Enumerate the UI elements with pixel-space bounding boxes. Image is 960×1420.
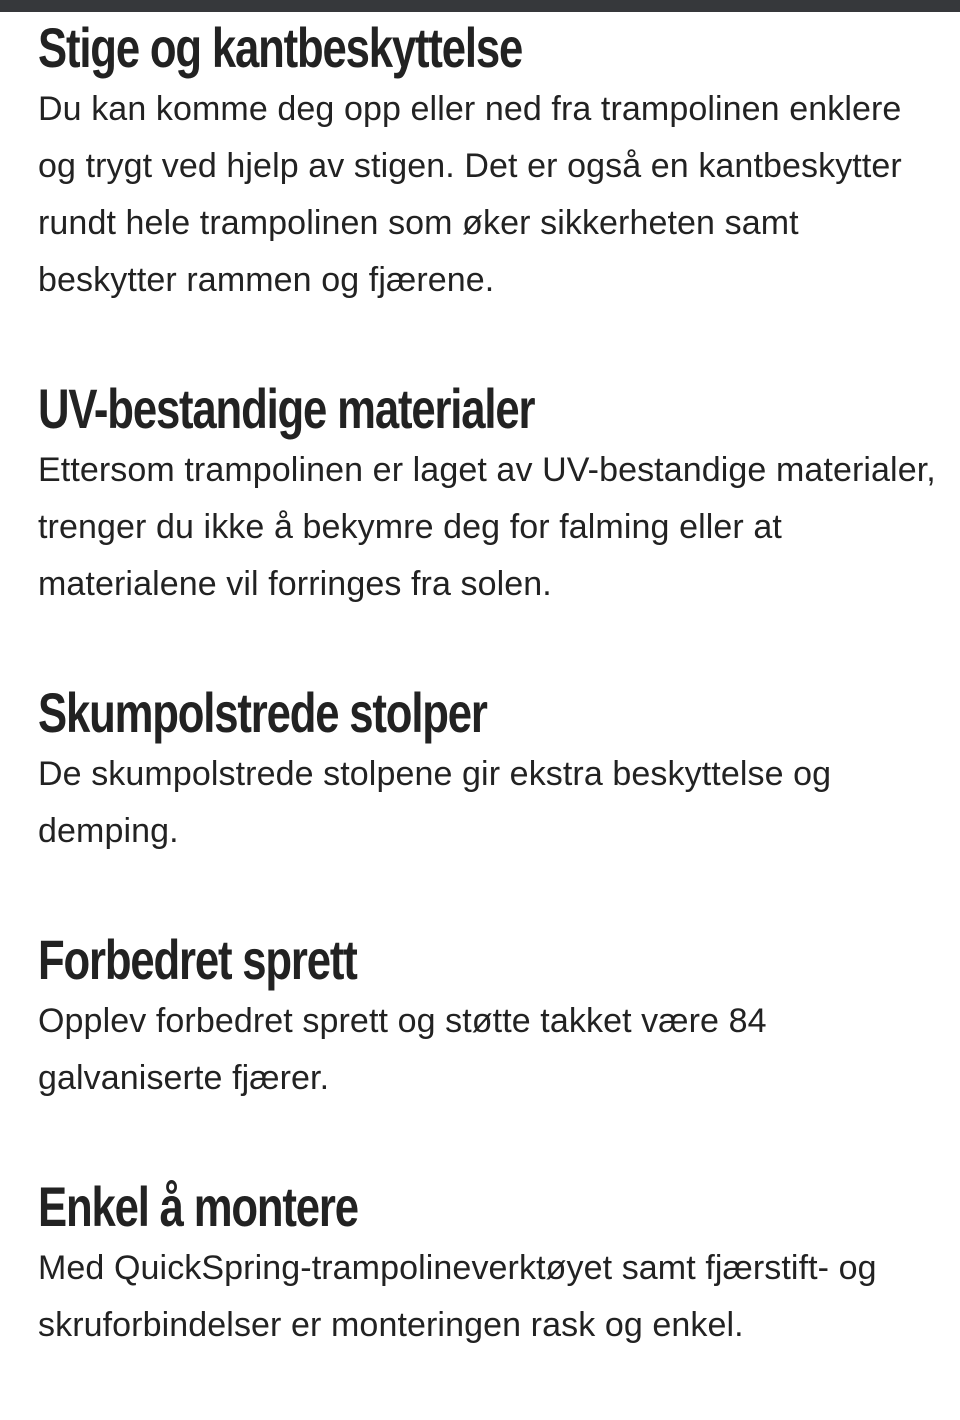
feature-title: Enkel å montere: [38, 1175, 358, 1238]
feature-description: Ettersom trampolinen er laget av UV-bestandige materialer, trenger du ikke å bekymre deg for falming eller at materialene vil forringes fra solen.: [38, 451, 936, 603]
feature-section: [38, 926, 938, 1107]
feature-section: [38, 375, 938, 613]
feature-list: [38, 14, 938, 1420]
feature-section: [38, 1173, 938, 1354]
feature-description: Opplev forbedret sprett og støtte takket være 84 galvaniserte fjærer.: [38, 1002, 767, 1097]
top-bar: [0, 0, 960, 12]
feature-section: [38, 14, 938, 309]
feature-title: Skumpolstrede stolper: [38, 681, 487, 744]
feature-description: Med QuickSpring-trampolineverktøyet samt fjærstift- og skruforbindelser er monteringen rask og enkel.: [38, 1249, 877, 1344]
feature-description: Du kan komme deg opp eller ned fra trampolinen enklere og trygt ved hjelp av stigen. Det er også en kantbeskytter rundt hele trampolinen som øker sikkerheten samt beskytter rammen og fjærene.: [38, 90, 902, 299]
feature-title: Stige og kantbeskyttelse: [38, 16, 523, 79]
feature-description: De skumpolstrede stolpene gir ekstra beskyttelse og demping.: [38, 755, 832, 850]
feature-section: [38, 679, 938, 860]
feature-title: UV-bestandige materialer: [38, 377, 535, 440]
feature-title: Forbedret sprett: [38, 928, 357, 991]
